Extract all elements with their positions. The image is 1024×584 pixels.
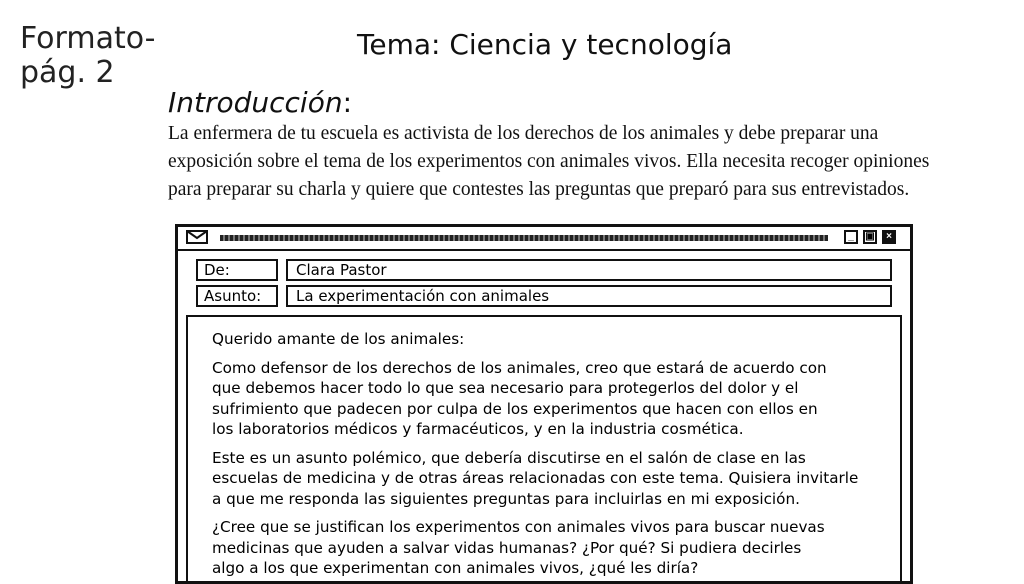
message-body[interactable] [186, 315, 902, 584]
message-line: los laboratorios médicos y farmacéuticos, y en la industria cosmética. [212, 420, 744, 438]
message-line: ¿Cree que se justifican los experimentos con animales vivos para buscar nuevas [212, 518, 825, 536]
from-label: De: [196, 259, 278, 281]
subject-label: Asunto: [196, 285, 278, 307]
format-label-line2: pág. 2 [20, 55, 115, 90]
message-line: medicinas que ayuden a salvar vidas humanas? ¿Por qué? Si pudiera decirles [212, 538, 802, 557]
from-row [196, 259, 892, 281]
message-paragraph [212, 358, 876, 440]
message-line: Como defensor de los derechos de los animales, creo que estará de acuerdo con [212, 358, 827, 377]
message-line: algo a los que experimentan con animales vivos, ¿qué les diría? [212, 559, 699, 577]
page-format-label [20, 22, 155, 90]
format-label-line1: Formato- [20, 21, 156, 56]
intro-heading [168, 86, 352, 119]
intro-heading-colon: : [342, 86, 353, 119]
message-greeting: Querido amante de los animales: [212, 330, 465, 348]
intro-line: La enfermera de tu escuela es activista de los derechos de los animales y debe preparar una [168, 123, 879, 144]
titlebar-decoration [220, 235, 828, 241]
message-paragraph [212, 517, 876, 579]
close-button[interactable]: × [882, 230, 896, 244]
minimize-button[interactable]: _ [844, 230, 858, 244]
envelope-icon [186, 230, 208, 244]
message-line: que debemos hacer todo lo que sea necesario para protegerlos del dolor y el [212, 379, 799, 397]
intro-paragraph [168, 120, 998, 204]
message-paragraph [212, 448, 876, 510]
message-line: sufrimiento que padecen por culpa de los experimentos que hacen con ellos en [212, 399, 818, 418]
maximize-button[interactable]: ▣ [863, 230, 877, 244]
subject-field[interactable]: La experimentación con animales [286, 285, 892, 307]
intro-heading-text: Introducción [168, 86, 343, 119]
subject-row [196, 285, 892, 307]
message-line: escuelas de medicina y de otras áreas relacionadas con este tema. Quisiera invitarle [212, 469, 859, 487]
from-field[interactable]: Clara Pastor [286, 259, 892, 281]
slide-title: Tema: Ciencia y tecnología [357, 28, 733, 61]
intro-line: exposición sobre el tema de los experimentos con animales vivos. Ella necesita recoger opiniones [168, 151, 930, 172]
email-titlebar [178, 227, 910, 251]
message-line: a que me responda las siguientes preguntas para incluirlas en mi exposición. [212, 489, 800, 508]
message-line: Este es un asunto polémico, que debería discutirse en el salón de clase en las [212, 448, 806, 467]
intro-line: para preparar su charla y quiere que contestes las preguntas que preparó para sus entrevistados. [168, 179, 910, 200]
email-window [175, 224, 913, 584]
